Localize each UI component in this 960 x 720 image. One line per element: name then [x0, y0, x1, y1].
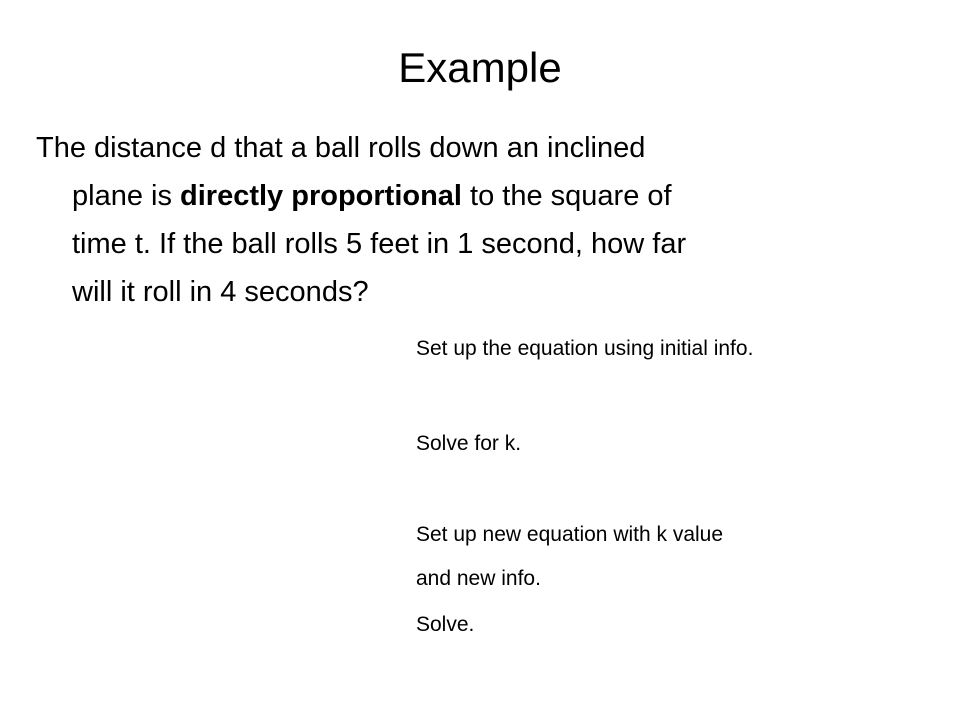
- step-new-info: and new info.: [416, 567, 541, 590]
- step-setup-equation: Set up the equation using initial info.: [416, 337, 754, 360]
- emphasis-directly-proportional: directly proportional: [180, 180, 462, 212]
- problem-line-2: [36, 172, 936, 220]
- step-new-equation: Set up new equation with k value: [416, 523, 724, 546]
- slide-title: Example: [398, 44, 562, 91]
- step-solve: Solve.: [416, 613, 475, 636]
- problem-statement: [36, 124, 936, 316]
- problem-line-2-start: plane is: [72, 180, 181, 212]
- problem-line-3: time t. If the ball rolls 5 feet in 1 second, how far: [72, 228, 687, 260]
- step-solve-k: Solve for k.: [416, 432, 522, 455]
- problem-line-4: will it roll in 4 seconds?: [72, 276, 369, 308]
- problem-line-2-end: to the square of: [462, 180, 672, 212]
- problem-line-1: The distance d that a ball rolls down an inclined: [36, 132, 646, 164]
